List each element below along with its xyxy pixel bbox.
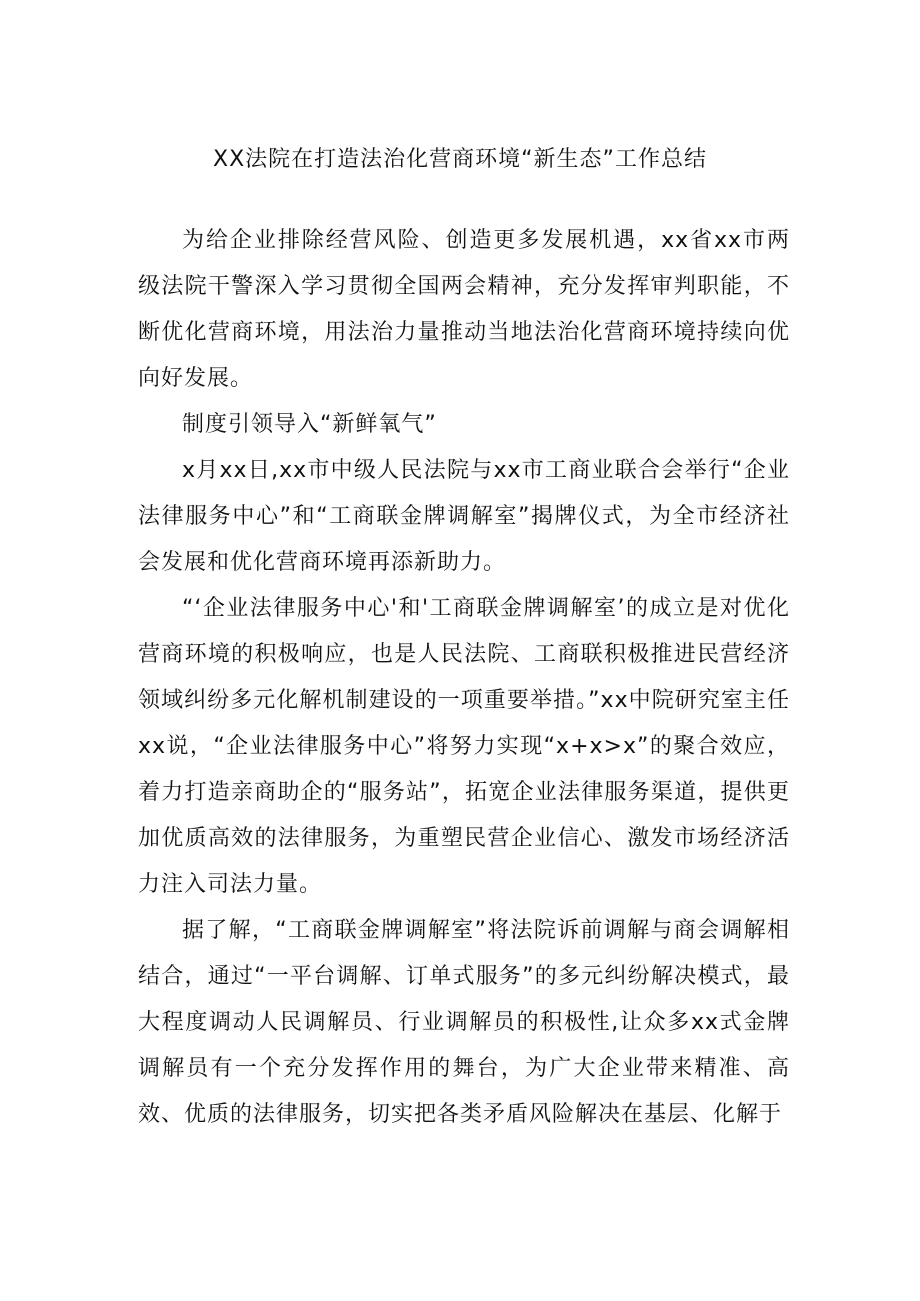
document-title: XX法院在打造法治化营商环境“新生态”工作总结 <box>213 147 707 172</box>
paragraph-quote: “‘企业法律服务中心'和'工商联金牌调解室’的成立是对优化营商环境的积极响应，也是人民法院、工商联积极推进民营经济领域纠纷多元化解机制建设的一项重要举措。”xx中院研究室主任xx说，“企业法律服务中心”将努力实现“x+x>x”的聚合效应，着力打造亲商助企的“服务站”，拓宽企业法律服务渠道，提供更加优质高效的法律服务，为重塑民营企业信心、激发市场经济活力注入司法力量。 <box>138 596 790 897</box>
paragraph-intro: 为给企业排除经营风险、创造更多发展机遇，xx省xx市两级法院干警深入学习贯彻全国两会精神，充分发挥审判职能，不断优化营商环境，用法治力量推动当地法治化营商环境持续向优向好发展。 <box>138 228 790 391</box>
document-body <box>138 218 790 1138</box>
paragraph-event: x月xx日,xx市中级人民法院与xx市工商业联合会举行“企业法律服务中心”和“工商联金牌调解室”揭牌仪式，为全市经济社会发展和优化营商环境再添新助力。 <box>138 458 790 575</box>
section-heading: 制度引领导入“新鲜氧气” <box>182 412 437 437</box>
paragraph-mediation: 据了解，“工商联金牌调解室”将法院诉前调解与商会调解相结合，通过“一平台调解、订单式服务”的多元纠纷解决模式，最大程度调动人民调解员、行业调解员的积极性,让众多xx式金牌调解员有一个充分发挥作用的舞台，为广大企业带来精准、高效、优质的法律服务，切实把各类矛盾风险解决在基层、化解于 <box>138 918 790 1127</box>
